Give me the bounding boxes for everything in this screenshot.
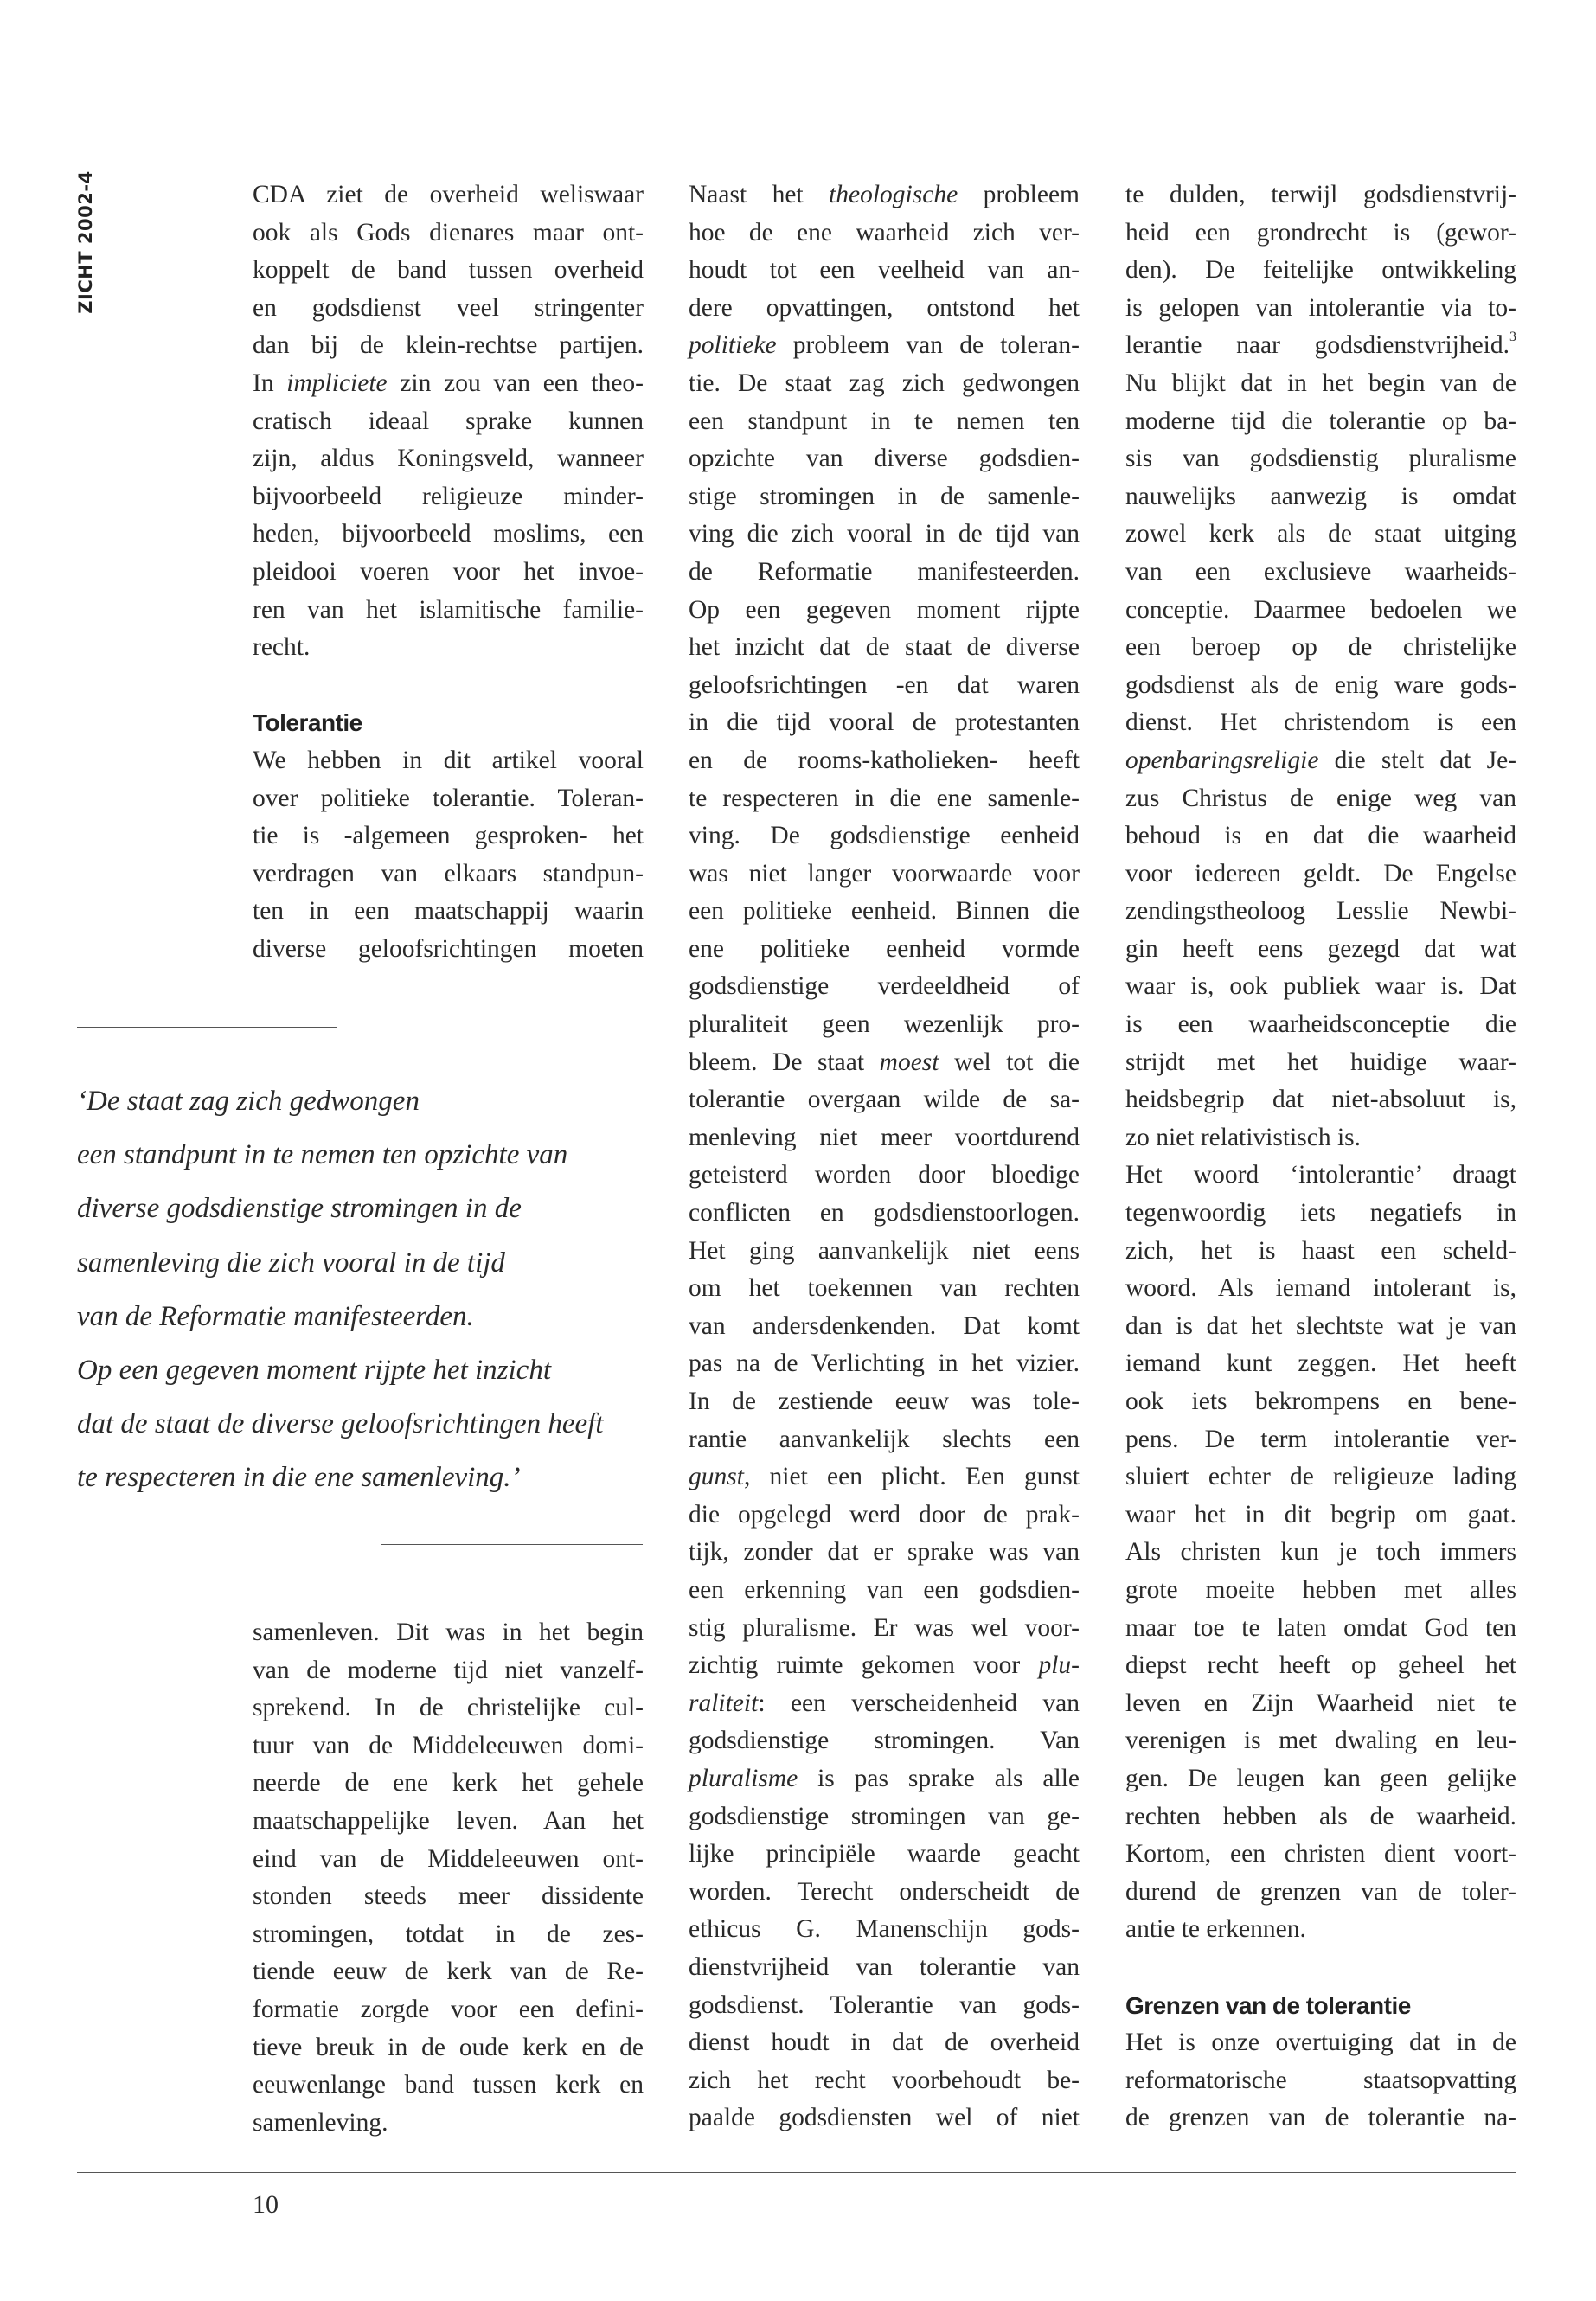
text-line: diverse geloofsrichtingen moeten [253,934,644,963]
text-line: tolerantie overgaan wilde de sa- [689,1086,1080,1114]
text-line: stonden steeds meer dissidente [253,1882,644,1911]
text-line: tegenwoordig iets negatiefs in [1125,1199,1516,1227]
text-line: ethicus G. Manenschijn gods- [689,1915,1080,1944]
column-3 [1125,176,1516,2138]
italic-text: politieke [689,331,777,360]
pull-quote-line: dat de staat de diverse geloofsrichtingen heeft [77,1408,604,1440]
text-line: en de rooms-katholieken- heeft [689,746,1080,774]
text-line: heden, bijvoorbeeld moslims, een [253,520,644,548]
text-line: stig pluralisme. Er was wel voor- [689,1613,1080,1642]
text-segment: lerantie naar godsdienstvrijheid. [1125,331,1509,360]
text-line: menleving niet meer voortdurend [689,1123,1080,1151]
italic-text: theologische [829,181,958,208]
text-line: recht. [253,633,311,662]
italic-text: openbaringsreligie [1125,746,1319,774]
text-line: godsdienstige stromingen van ge- [689,1802,1080,1830]
text-line: het inzicht dat de staat de diverse [689,633,1080,662]
text-line [689,176,1080,215]
text-line: zich, het is haast een scheld- [1125,1236,1516,1265]
text-line: opzichte van diverse godsdien- [689,445,1080,473]
text-line: In de zestiende eeuw was tole- [689,1388,1080,1415]
text-line: pens. De term intolerantie ver- [1125,1425,1516,1453]
text-line: tiende eeuw de kerk van de Re- [253,1958,644,1986]
text-line: Op een gegeven moment rijpte [689,595,1080,624]
text-line: pas na de Verlichting in het vizier. [689,1349,1080,1378]
text-line: worden. Terecht onderscheidt de [689,1877,1080,1906]
text-line: houdt tot een veelheid van an- [689,256,1080,285]
text-line: Als christen kun je toch immers [1125,1538,1516,1567]
journal-issue-text: ZICHT 2002-4 [75,170,96,314]
text-segment: die stelt dat Je- [1318,746,1516,774]
text-line: strijdt met het huidige waar- [1125,1048,1516,1076]
text-line: te respecteren in die ene samenle- [689,784,1080,812]
text-line: Kortom, een christen dient voort- [1125,1840,1516,1868]
pull-quote-line: Op een gegeven moment rijpte het inzicht [77,1354,551,1386]
text-line: sprekend. In de christelijke cul- [253,1694,644,1722]
text-line: godsdienstige stromingen. Van [689,1727,1080,1755]
text-line: zich het recht voorbehoudt be- [689,2066,1080,2094]
text-line: zijn, aldus Koningsveld, wanneer [253,445,644,473]
text-line: heid een grondrecht is (gewor- [1125,218,1516,247]
text-line: te dulden, terwijl godsdienstvrij- [1125,181,1516,208]
text-line: paalde godsdiensten wel of niet [689,2104,1080,2132]
text-line: stromingen, totdat in de zes- [253,1920,644,1948]
quote-rule-top [77,1027,337,1028]
text-line: voor iedereen geldt. De Engelse [1125,859,1516,888]
text-line: conflicten en godsdienstoorlogen. [689,1199,1080,1227]
text-line [1125,327,1516,365]
text-line: verdragen van elkaars standpun- [253,859,644,888]
pull-quote-line: van de Reformatie manifesteerden. [77,1300,474,1332]
text-line: sis van godsdienstig pluralisme [1125,445,1516,473]
text-line: eind van de Middeleeuwen ont- [253,1844,644,1873]
section-heading: Tolerantie [253,709,362,737]
footer-rule [77,2172,1516,2173]
text-line: conceptie. Daarmee bedoelen we [1125,595,1516,624]
text-line: moderne tijd die tolerantie op ba- [1125,407,1516,435]
text-line: en godsdienst veel stringenter [253,293,644,322]
text-line: godsdienst. Tolerantie van gods- [689,1990,1080,2019]
text-line: dienst. Het christendom is een [1125,708,1516,737]
text-line: We hebben in dit artikel vooral [253,746,644,774]
spacer [253,667,644,705]
text-line [689,1760,1080,1798]
text-line: ving die zich vooral in de tijd van [689,520,1080,548]
text-line [689,1647,1080,1685]
text-line: tie. De staat zag zich gedwongen [689,369,1080,397]
text-line: antie te erkennen. [1125,1915,1306,1944]
text-line: van andersdenkenden. Dat komt [689,1311,1080,1340]
text-line: zus Christus de enige weg van [1125,784,1516,812]
quote-rule-bottom [381,1544,643,1545]
text-line: gen. De leugen kan geen gelijke [1125,1764,1516,1792]
text-line: ene politieke eenheid vormde [689,934,1080,963]
spacer [1125,1949,1516,1987]
journal-issue-label [73,164,99,320]
text-line: samenleven. Dit was in het begin [253,1618,644,1646]
text-line [1125,742,1516,780]
footnote-reference: 3 [1509,330,1516,345]
text-line: dere opvattingen, ontstond het [689,293,1080,322]
text-line [689,1458,1080,1497]
text-line: grote moeite hebben met alles [1125,1575,1516,1604]
italic-text: gunst [689,1463,744,1491]
text-line: dienst houdt in dat de overheid [689,2029,1080,2057]
text-line: zo niet relativistisch is. [1125,1123,1361,1151]
text-line: pluraliteit geen wezenlijk pro- [689,1010,1080,1039]
text-line: is een waarheidsconceptie die [1125,1010,1516,1039]
italic-text: raliteit [689,1689,759,1717]
text-line: ook als Gods dienares maar ont- [253,218,644,247]
text-line: neerde de ene kerk het gehele [253,1769,644,1798]
text-line: rechten hebben als de waarheid. [1125,1802,1516,1830]
italic-text: moest [879,1048,939,1076]
text-segment: zichtig ruimte gekomen voor [689,1651,1039,1680]
italic-text: pluralisme [689,1764,798,1792]
text-line: tieve breuk in de oude kerk en de [253,2033,644,2061]
text-line: stige stromingen in de samenle- [689,482,1080,510]
text-segment: , niet een plicht. Een gunst [743,1463,1080,1491]
text-line: godsdienst als de enig ware gods- [1125,670,1516,699]
text-line: een politieke eenheid. Binnen die [689,897,1080,926]
text-line: Het ging aanvankelijk niet eens [689,1236,1080,1265]
text-line: een erkenning van een godsdien- [689,1575,1080,1604]
pull-quote-line: ‘De staat zag zich gedwongen [77,1086,420,1117]
text-line: ving. De godsdienstige eenheid [689,822,1080,850]
text-line: rantie aanvankelijk slechts een [689,1425,1080,1453]
text-line: een beroep op de christelijke [1125,633,1516,662]
italic-text: impliciete [286,369,388,397]
text-segment: zin zou van een theo- [387,369,644,397]
text-line: hoe de ene waarheid zich ver- [689,218,1080,247]
text-line: behoud is en dat die waarheid [1125,822,1516,850]
column-1-top [253,176,644,968]
pull-quote-line: diverse godsdienstige stromingen in de [77,1193,522,1225]
text-line: gin heeft eens gezegd dat wat [1125,934,1516,963]
text-line: ook iets bekrompens en bene- [1125,1388,1516,1415]
page-number: 10 [253,2190,279,2219]
text-line: is gelopen van intolerantie via to- [1125,293,1516,322]
text-line: ten in een maatschappij waarin [253,897,644,926]
text-line: woord. Als iemand intolerant is, [1125,1274,1516,1303]
text-line: diepst recht heeft op geheel het [1125,1651,1516,1680]
column-1-bottom [253,1614,644,2142]
text-segment: bleem. De staat [689,1048,880,1076]
text-line: iemand kunt zeggen. Het heeft [1125,1349,1516,1378]
text-segment: : een verscheidenheid van [758,1689,1080,1717]
text-line: maar toe te laten omdat God ten [1125,1613,1516,1642]
text-line: tuur van de Middeleeuwen domi- [253,1731,644,1759]
text-segment: In [253,369,287,397]
text-line: tijk, zonder dat er sprake was van [689,1538,1080,1567]
italic-text: plu- [1038,1651,1080,1680]
text-line: CDA ziet de overheid weliswaar [253,181,644,208]
section-heading: Grenzen van de tolerantie [1125,1991,1411,2019]
text-line: samenleving. [253,2108,388,2137]
text-line: dienstvrijheid van tolerantie van [689,1952,1080,1981]
text-line: reformatorische staatsopvatting [1125,2066,1516,2094]
text-line: cratisch ideaal sprake kunnen [253,407,644,435]
text-line: een standpunt in te nemen ten [689,407,1080,435]
text-line [689,1685,1080,1723]
text-line: lijke principiële waarde geacht [689,1840,1080,1868]
pull-quote-line: te respecteren in die ene samenleving.’ [77,1462,521,1494]
text-line [689,1044,1080,1082]
text-segment: wel tot die [939,1048,1080,1076]
text-line: zowel kerk als de staat uitging [1125,520,1516,548]
text-line: Het woord ‘intolerantie’ draagt [1125,1161,1516,1189]
text-line: nauwelijks aanwezig is omdat [1125,482,1516,510]
text-segment: is pas sprake als alle [798,1764,1080,1792]
text-line: formatie zorgde voor een defini- [253,1995,644,2023]
text-line: pleidooi voeren voor het invoe- [253,557,644,586]
text-line [253,365,644,403]
pull-quote-line: een standpunt in te nemen ten opzichte van [77,1139,568,1171]
text-line: eeuwenlange band tussen kerk en [253,2071,644,2099]
text-line: in die tijd vooral de protestanten [689,708,1080,737]
column-2 [689,176,1080,2138]
text-line: dan is dat het slechtste wat je van [1125,1311,1516,1340]
text-line: sluiert echter de religieuze lading [1125,1463,1516,1491]
text-line: van een exclusieve waarheids- [1125,557,1516,586]
text-line: zendingstheoloog Lesslie Newbi- [1125,897,1516,926]
text-line: dan bij de klein-rechtse partijen. [253,331,644,360]
text-line: van de moderne tijd niet vanzelf- [253,1656,644,1684]
text-line: Nu blijkt dat in het begin van de [1125,369,1516,397]
text-line: was niet langer voorwaarde voor [689,859,1080,888]
text-line: de Reformatie manifesteerden. [689,557,1080,586]
text-line: den). De feitelijke ontwikkeling [1125,256,1516,285]
text-line [689,327,1080,365]
text-line: de grenzen van de tolerantie na- [1125,2104,1516,2132]
pull-quote [77,1074,665,1505]
pull-quote-line: samenleving die zich vooral in de tijd [77,1247,505,1279]
text-segment: Naast het [689,181,830,208]
text-line: die opgelegd werd door de prak- [689,1500,1080,1529]
text-line: over politieke tolerantie. Toleran- [253,784,644,812]
text-line: maatschappelijke leven. Aan het [253,1806,644,1835]
text-line: om het toekennen van rechten [689,1274,1080,1303]
text-line: geteisterd worden door bloedige [689,1161,1080,1189]
text-line: geloofsrichtingen -en dat waren [689,670,1080,699]
text-line: durend de grenzen van de toler- [1125,1877,1516,1906]
text-segment: probleem van de toleran- [776,331,1080,360]
text-line: Het is onze overtuiging dat in de [1125,2029,1516,2057]
text-line: verenigen is met dwaling en leu- [1125,1727,1516,1755]
text-line: bijvoorbeeld religieuze minder- [253,482,644,510]
text-line: godsdienstige verdeeldheid of [689,972,1080,1001]
text-line: waar het in dit begrip om gaat. [1125,1500,1516,1529]
text-segment: probleem [958,181,1080,208]
text-line: ren van het islamitische familie- [253,595,644,624]
text-line: heidsbegrip dat niet-absoluut is, [1125,1086,1516,1114]
text-line: tie is -algemeen gesproken- het [253,822,644,850]
text-line: waar is, ook publiek waar is. Dat [1125,972,1516,1001]
text-line: leven en Zijn Waarheid niet te [1125,1689,1516,1717]
text-line: koppelt de band tussen overheid [253,256,644,285]
